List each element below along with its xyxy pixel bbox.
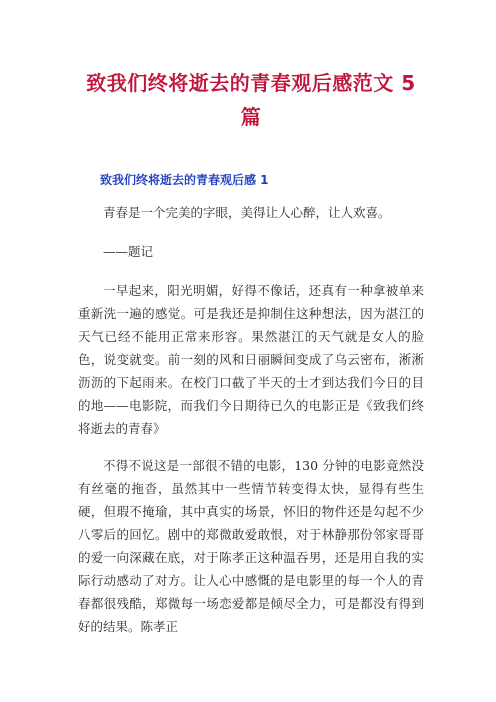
paragraph-3: 一早起来，阳光明媚，好得不像话，还真有一种拿被单来重新洗一遍的感觉。可是我还是抑制住这种想法，因为湛江的天气已经不能用正常来形容。果然湛江的天气就是女人的脸色，说变就变。前一刻的风和日丽瞬间变成了乌云密布，淅淅沥沥的下起雨来。在校门口截了半天的士才到达我们今日的目的地——电影院，而我们今日期待已久的电影正是《致我们终将逝去的青春》 [78,283,424,436]
section-heading: 致我们终将逝去的青春观后感 1 [100,173,269,187]
paragraph-epigraph: ——题记 [103,244,154,259]
paragraph-1: 青春是一个完美的字眼，美得让人心醉，让人欢喜。 [103,205,391,220]
document-title: 致我们终将逝去的青春观后感范文 5 篇 [86,71,416,129]
paragraph-4: 不得不说这是一部很不错的电影，130 分钟的电影竟然没有丝毫的拖沓，虽然其中一些情节转变得太快，显得有些生硬，但瑕不掩瑜，其中真实的场景，怀旧的物件还是勾起不少八零后的回忆。剧中的郑微敢爱敢恨，对于林静那份邻家哥哥的爱一向深藏在底，对于陈孝正这种温吞男，还是用自我的实际行动感动了对方。让人心中感慨的是电影里的每一个人的青春都很残酷，郑微每一场恋爱都是倾尽全力，可是都没有得到好的结果。陈孝正 [78,458,424,634]
